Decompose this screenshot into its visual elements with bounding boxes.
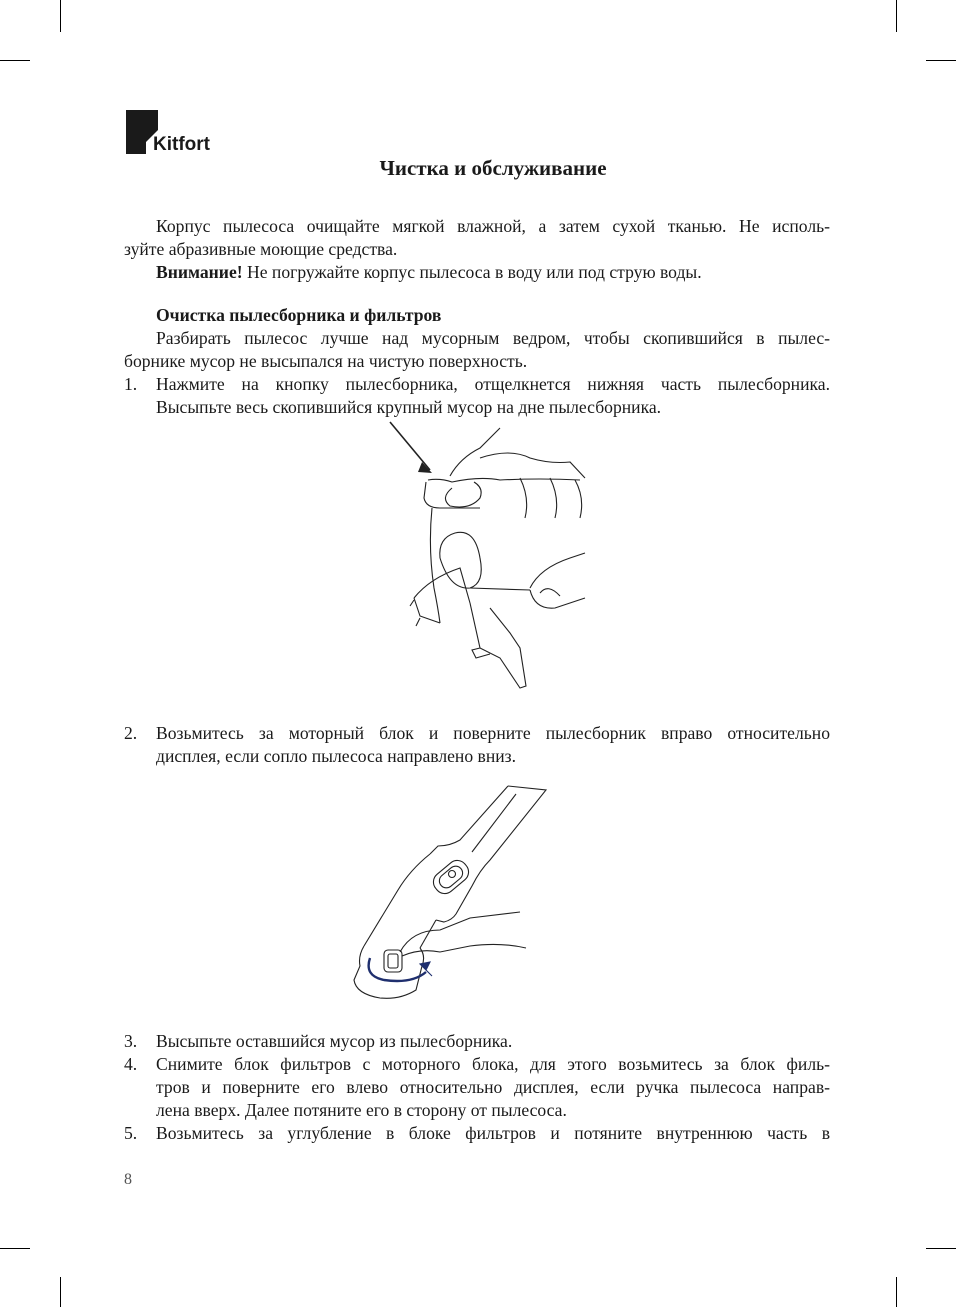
brand-name: Kitfort bbox=[153, 134, 210, 155]
crop-mark bbox=[896, 1277, 897, 1307]
list-item bbox=[124, 1122, 830, 1145]
warning-text: Не погружайте корпус пылесоса в воду или под струю воды. bbox=[242, 262, 702, 282]
crop-mark bbox=[896, 0, 897, 32]
list-item bbox=[124, 1053, 830, 1122]
list-line: Возьмитесь за моторный блок и поверните пылесборник вправо относительно bbox=[156, 723, 830, 743]
rotate-dustbin-illustration bbox=[340, 780, 560, 1016]
list-line: Нажмите на кнопку пылесборника, отщелкнется нижняя часть пылесборника. bbox=[156, 374, 830, 394]
page-title: Чистка и обслуживание bbox=[379, 156, 607, 180]
section-intro-line: борнике мусор не высыпался на чистую поверхность. bbox=[124, 351, 528, 371]
list-item bbox=[124, 1030, 830, 1053]
intro-block bbox=[124, 215, 830, 284]
section-intro-line: Разбирать пылесос лучше над мусорным ведром, чтобы скопившийся в пылес- bbox=[156, 328, 830, 348]
list-number: 4. bbox=[124, 1054, 138, 1074]
crop-mark bbox=[0, 1248, 30, 1249]
list-line: дисплея, если сопло пылесоса направлено вниз. bbox=[156, 746, 517, 766]
intro-line: зуйте абразивные моющие средства. bbox=[124, 239, 398, 259]
list-number: 5. bbox=[124, 1123, 138, 1143]
page-number: 8 bbox=[124, 1171, 132, 1188]
list-line: Высыпьте оставшийся мусор из пылесборника. bbox=[156, 1031, 513, 1051]
warning-paragraph bbox=[124, 261, 830, 284]
dustbin-release-illustration bbox=[380, 418, 600, 700]
crop-mark bbox=[926, 1248, 956, 1249]
list-item bbox=[124, 722, 830, 768]
list-item bbox=[124, 373, 830, 419]
crop-mark bbox=[60, 1277, 61, 1307]
step-2-block bbox=[124, 722, 830, 768]
list-line: лена вверх. Далее потяните его в сторону от пылесоса. bbox=[156, 1100, 567, 1120]
list-number: 3. bbox=[124, 1031, 138, 1051]
intro-line: Корпус пылесоса очищайте мягкой влажной, а затем сухой тканью. Не исполь- bbox=[156, 216, 830, 236]
section-title: Очистка пылесборника и фильтров bbox=[156, 305, 442, 325]
warning-label: Внимание! bbox=[156, 262, 243, 282]
crop-mark bbox=[0, 60, 30, 61]
list-number: 2. bbox=[124, 723, 138, 743]
list-line: Возьмитесь за углубление в блоке фильтров и потяните внутреннюю часть в bbox=[156, 1123, 830, 1143]
steps-block bbox=[124, 1030, 830, 1145]
list-line: Снимите блок фильтров с моторного блока, для этого возьмитесь за блок филь- bbox=[156, 1054, 830, 1074]
list-line: Высыпьте весь скопившийся крупный мусор на дне пылесборника. bbox=[156, 397, 662, 417]
list-line: тров и поверните его влево относительно дисплея, если ручка пылесоса направ- bbox=[156, 1077, 830, 1097]
section-block bbox=[124, 304, 830, 419]
crop-mark bbox=[926, 60, 956, 61]
list-number: 1. bbox=[124, 374, 138, 394]
crop-mark bbox=[60, 0, 61, 32]
